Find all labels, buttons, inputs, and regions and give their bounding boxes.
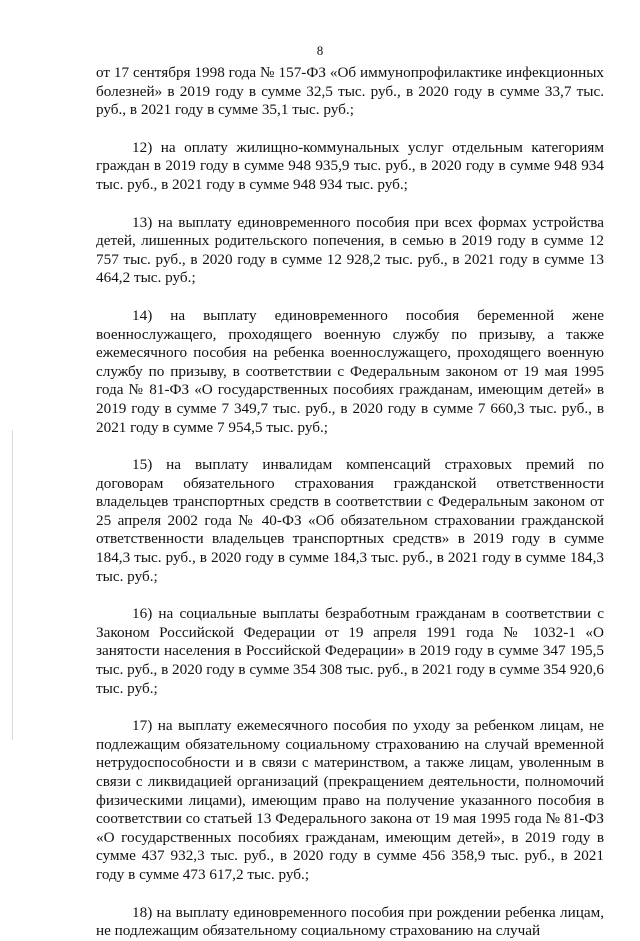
paragraph-16: 16) на социальные выплаты безработным гражданам в соответствии с Законом Российской Федерации от 19 апреля 1991 года № 1032-1 «О занятости населения в Российской Федерации» в 2019 году в сумме 347 195,5 тыс. руб., в 2020 году в сумме 354 308 тыс. руб., в 2021 году в сумме 354 920,6 тыс. руб.; [96,605,604,697]
paragraph-17: 17) на выплату ежемесячного пособия по уходу за ребенком лицам, не подлежащим обязательному социальному страхованию на случай временной нетрудоспособности и в связи с материнством, а также лицам, уволенным в связи с ликвидацией организаций (прекращением деятельности, полномочий физическими лицами), имеющим право на получение указанного пособия в соответствии со статьей 13 Федерального закона от 19 мая 1995 года № 81-ФЗ «О государственных пособиях гражданам, имеющим детей», в 2019 году в сумме 437 932,3 тыс. руб., в 2020 году в сумме 456 358,9 тыс. руб., в 2021 году в сумме 473 617,2 тыс. руб.; [96,717,604,883]
scan-margin-line [12,430,13,740]
paragraph-15: 15) на выплату инвалидам компенсаций страховых премий по договорам обязательного страхования гражданской ответственности владельцев транспортных средств в соответствии с Федеральным законом от 25 апреля 2002 года № 40-ФЗ «Об обязательном страховании гражданской ответственности владельцев транспортных средств» в 2019 году в сумме 184,3 тыс. руб., в 2020 году в сумме 184,3 тыс. руб., в 2021 году в сумме 184,3 тыс. руб.; [96,456,604,585]
document-body [96,64,604,941]
page-number: 8 [316,43,324,58]
paragraph-13: 13) на выплату единовременного пособия при всех формах устройства детей, лишенных родительского попечения, в семью в 2019 году в сумме 12 757 тыс. руб., в 2020 году в сумме 12 928,2 тыс. руб., в 2021 году в сумме 13 464,2 тыс. руб.; [96,213,604,287]
paragraph-12: 12) на оплату жилищно-коммунальных услуг отдельным категориям граждан в 2019 году в сумме 948 935,9 тыс. руб., в 2020 году в сумме 948 934 тыс. руб., в 2021 году в сумме 948 934 тыс. руб.; [96,138,604,193]
paragraph-18: 18) на выплату единовременного пособия при рождении ребенка лицам, не подлежащим обязательному социальному страхованию на случай [96,903,604,940]
paragraph-11-continuation: от 17 сентября 1998 года № 157-ФЗ «Об иммунопрофилактике инфекционных болезней» в 2019 году в сумме 32,5 тыс. руб., в 2020 году в сумме 33,7 тыс. руб., в 2021 году в сумме 35,1 тыс. руб.; [96,64,604,119]
paragraph-14: 14) на выплату единовременного пособия беременной жене военнослужащего, проходящего военную службу по призыву, а также ежемесячного пособия на ребенка военнослужащего, проходящего военную службу по призыву, в соответствии с Федеральным законом от 19 мая 1995 года № 81-ФЗ «О государственных пособиях гражданам, имеющим детей» в 2019 году в сумме 7 349,7 тыс. руб., в 2020 году в сумме 7 660,3 тыс. руб., в 2021 году в сумме 7 954,5 тыс. руб.; [96,306,604,436]
